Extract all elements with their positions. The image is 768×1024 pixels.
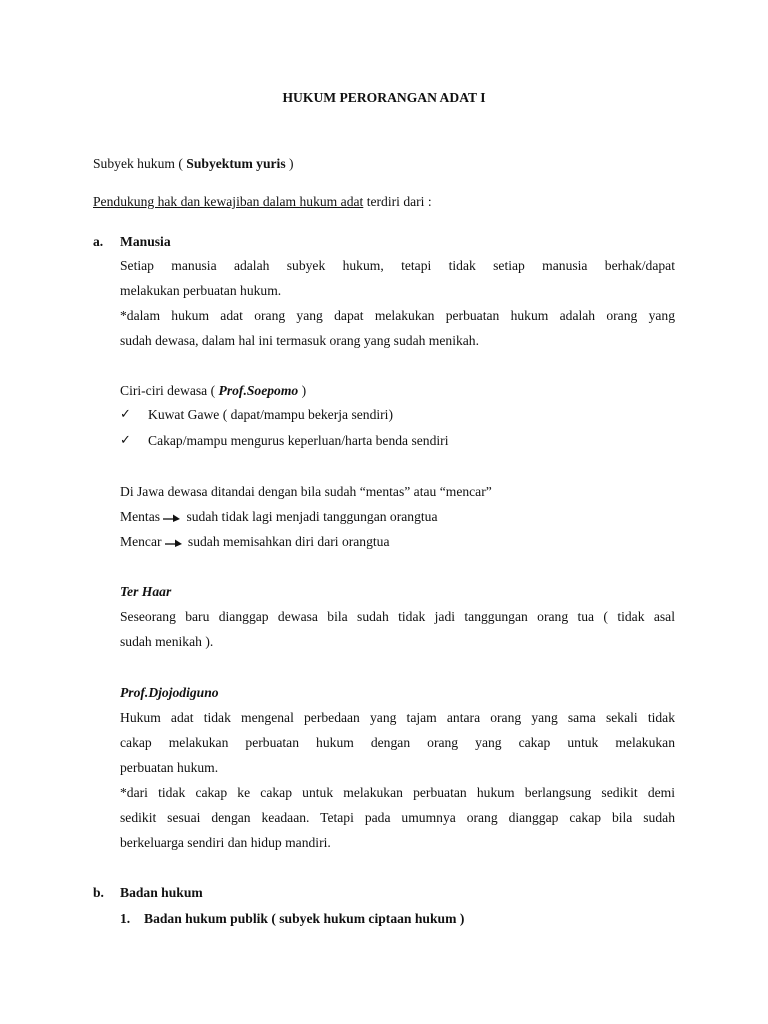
- checkmark-icon: ✓: [120, 407, 131, 422]
- section-a-para1-line1: Setiap manusia adalah subyek hukum, tetapi tidak setiap manusia berhak/dapat: [120, 258, 675, 273]
- section-a-para1-line2: melakukan perbuatan hukum.: [120, 283, 282, 298]
- terhaar-line1: Seseorang baru dianggap dewasa bila sudah tidak jadi tanggungan orang tua ( tidak asal: [120, 609, 675, 624]
- mentas-line: [120, 508, 437, 526]
- arrow-right-icon: [163, 513, 181, 523]
- checklist-item: Kuwat Gawe ( dapat/mampu bekerja sendiri): [148, 407, 393, 422]
- section-a-heading: Manusia: [120, 234, 171, 249]
- mentas-term: Mentas: [120, 509, 161, 524]
- ciri-author: Prof.Soepomo: [218, 383, 299, 398]
- subject-bold: Subyektum yuris: [186, 156, 286, 171]
- mentas-definition: sudah tidak lagi menjadi tanggungan orangtua: [186, 509, 438, 524]
- djojo-line6: berkeluarga sendiri dan hidup mandiri.: [120, 835, 331, 850]
- arrow-right-icon: [165, 538, 183, 548]
- section-a-para2-line1: *dalam hukum adat orang yang dapat melakukan perbuatan hukum adalah orang yang: [120, 308, 675, 323]
- mencar-line: [120, 533, 390, 551]
- page-title: HUKUM PERORANGAN ADAT I: [282, 90, 486, 105]
- checkmark-icon: ✓: [120, 433, 131, 448]
- ciri-suffix: ): [301, 383, 307, 398]
- djojo-line1: Hukum adat tidak mengenal perbedaan yang tajam antara orang yang sama sekali tidak: [120, 710, 675, 725]
- mencar-definition: sudah memisahkan diri dari orangtua: [187, 534, 390, 549]
- checklist-item: Cakap/mampu mengurus keperluan/harta benda sendiri: [148, 433, 449, 448]
- terhaar-line2: sudah menikah ).: [120, 634, 214, 649]
- section-a-marker: a.: [93, 234, 104, 249]
- subject-suffix: ): [289, 156, 294, 171]
- djojo-heading: Prof.Djojodiguno: [120, 685, 219, 700]
- terhaar-heading: Ter Haar: [120, 584, 172, 599]
- section-b-heading: Badan hukum: [120, 885, 203, 900]
- section-b-marker: b.: [93, 885, 104, 900]
- djojo-line2: cakap melakukan perbuatan hukum dengan orang yang cakap untuk melakukan: [120, 735, 675, 750]
- subject-prefix: Subyek hukum (: [93, 156, 183, 171]
- jawa-line: Di Jawa dewasa ditandai dengan bila sudah “mentas” atau “mencar”: [120, 484, 492, 499]
- ciri-line: [120, 382, 306, 400]
- ciri-prefix: Ciri-ciri dewasa (: [120, 383, 216, 398]
- djojo-line3: perbuatan hukum.: [120, 760, 219, 775]
- intro-line: [93, 193, 432, 211]
- intro-underlined: Pendukung hak dan kewajiban dalam hukum adat: [93, 194, 364, 209]
- subject-line: [93, 155, 294, 173]
- item1-text: Badan hukum publik ( subyek hukum ciptaan hukum ): [144, 911, 465, 926]
- item1-marker: 1.: [120, 911, 131, 926]
- section-a-para2-line2: sudah dewasa, dalam hal ini termasuk orang yang sudah menikah.: [120, 333, 479, 348]
- djojo-line5: sedikit sesuai dengan keadaan. Tetapi pada umumnya orang dianggap cakap bila sudah: [120, 810, 675, 825]
- djojo-line4: *dari tidak cakap ke cakap untuk melakukan perbuatan hukum berlangsung sedikit demi: [120, 785, 675, 800]
- intro-rest: terdiri dari :: [366, 194, 432, 209]
- mencar-term: Mencar: [120, 534, 162, 549]
